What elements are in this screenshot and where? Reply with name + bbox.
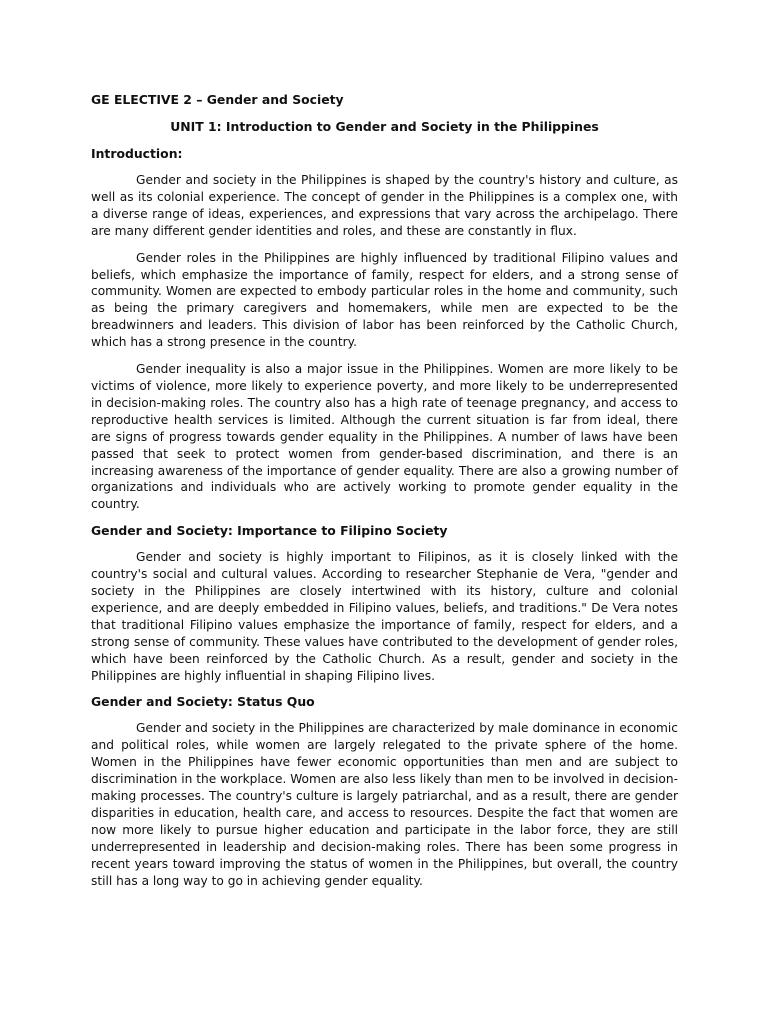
paragraph: Gender and society in the Philippines are characterized by male dominance in economic and political roles, while women are largely relegated to the private sphere of the home. Women in the Philippines have fewer economic opportunities than men and are subject to discrimination in the workplace. Women are also less likely than men to be involved in decision-making processes. The country's culture is largely patriarchal, and as a result, there are gender disparities in education, health care, and access to resources. Despite the fact that women are now more likely to pursue higher education and participate in the labor force, they are still underrepresented in leadership and decision-making roles. There has been some progress in recent years toward improving the status of women in the Philippines, but overall, the country still has a long way to go in achieving gender equality. [91, 721, 678, 888]
section-introduction [91, 146, 678, 513]
paragraph: Gender and society in the Philippines is shaped by the country's history and culture, as well as its colonial experience. The concept of gender in the Philippines is a complex one, with a diverse range of ideas, experiences, and expressions that vary across the archipelago. There are many different gender identities and roles, and these are constantly in flux. [91, 173, 678, 238]
paragraph: Gender roles in the Philippines are highly influenced by traditional Filipino values and beliefs, which emphasize the importance of family, respect for elders, and a strong sense of community. Women are expected to embody particular roles in the home and community, such as being the primary caregivers and homemakers, while men are expected to be the breadwinners and leaders. This division of labor has been reinforced by the Catholic Church, which has a strong presence in the country. [91, 250, 678, 350]
section-heading: Gender and Society: Status Quo [91, 694, 315, 710]
unit-title: UNIT 1: Introduction to Gender and Society in the Philippines [170, 119, 599, 134]
course-title: GE ELECTIVE 2 – Gender and Society [91, 92, 344, 107]
section-heading: Introduction: [91, 146, 183, 161]
paragraph: Gender inequality is also a major issue in the Philippines. Women are more likely to be victims of violence, more likely to experience poverty, and more likely to be underrepresented in decision-making roles. The country also has a high rate of teenage pregnancy, and access to reproductive health services is limited. Although the current situation is far from ideal, there are signs of progress towards gender equality in the Philippines. A number of laws have been passed that seek to protect women from gender-based discrimination, and there is an increasing awareness of the importance of gender equality. There are also a growing number of organizations and individuals who are actively working to promote gender equality in the country. [91, 362, 678, 512]
paragraph: Gender and society is highly important to Filipinos, as it is closely linked with the country's social and cultural values. According to researcher Stephanie de Vera, "gender and society in the Philippines are closely intertwined with its history, culture and colonial experience, and are deeply embedded in Filipino values, beliefs, and traditions." De Vera notes that traditional Filipino values emphasize the importance of family, respect for elders, and a strong sense of community. These values have contributed to the development of gender roles, which have been reinforced by the Catholic Church. As a result, gender and society in the Philippines are highly influential in shaping Filipino lives. [91, 550, 678, 683]
section-importance [91, 523, 678, 684]
section-heading: Gender and Society: Importance to Filipino Society [91, 523, 448, 539]
section-status-quo [91, 694, 678, 889]
document-page [91, 92, 678, 900]
